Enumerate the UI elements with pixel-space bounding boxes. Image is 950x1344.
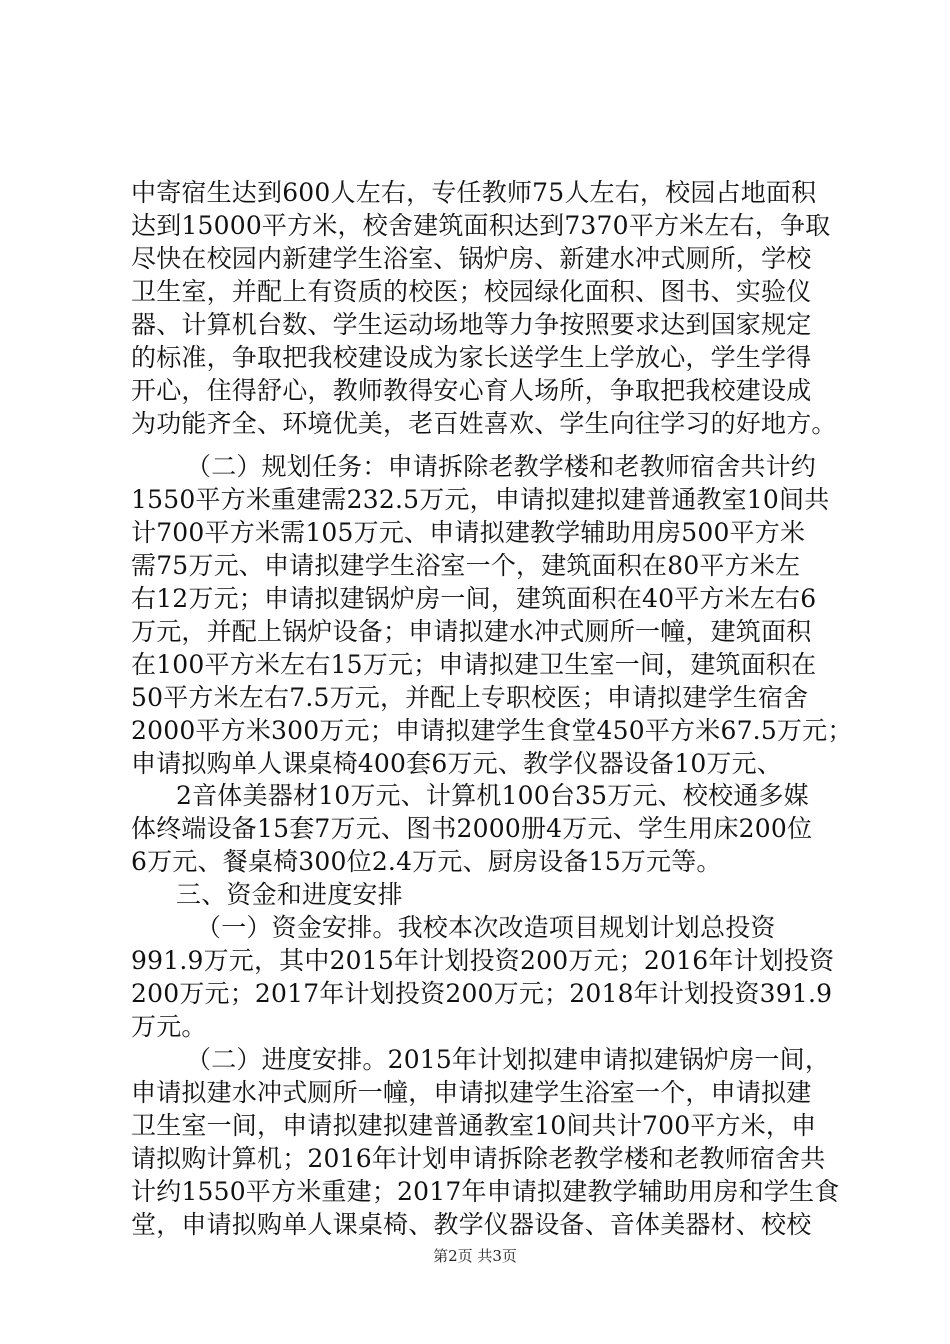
paragraph-5-line: 申请拟建水冲式厕所一幢，申请拟建学生浴室一个，申请拟建 [131,1078,812,1107]
paragraph-1-line: 卫生室，并配上有资质的校医；校园绿化面积、图书、实验仪 [131,277,812,306]
paragraph-2-line: 需75万元、申请拟建学生浴室一个，建筑面积在80平方米左 [131,551,801,580]
paragraph-2-line: 在100平方米左右15万元；申请拟建卫生室一间，建筑面积在 [131,650,817,679]
paragraph-2-line: （二）规划任务：申请拆除老教学楼和老教师宿舍共计约 [186,452,817,481]
paragraph-5-line: 卫生室一间，申请拟建拟建普通教室10间共计700平方米，申 [131,1111,817,1140]
paragraph-4-line: （一）资金安排。我校本次改造项目规划计划总投资 [196,913,776,942]
paragraph-1-line: 中寄宿生达到600人左右，专任教师75人左右，校园占地面积 [131,178,817,207]
paragraph-2-line: 50平方米左右7.5万元，并配上专职校医；申请拟建学生宿舍 [131,683,809,712]
paragraph-4-line: 200万元；2017年计划投资200万元；2018年计划投资391.9 [131,979,833,1008]
paragraph-3-line: 体终端设备15套7万元、图书2000册4万元、学生用床200位 [131,814,813,843]
paragraph-4-line: 991.9万元，其中2015年计划投资200万元；2016年计划投资 [131,946,835,975]
paragraph-1-line: 尽快在校园内新建学生浴室、锅炉房、新建水冲式厕所，学校 [131,244,812,273]
paragraph-2-line: 1550平方米重建需232.5万元，申请拟建拟建普通教室10间共 [131,485,830,514]
paragraph-4-line: 万元。 [131,1012,207,1041]
paragraph-5-line: 计约1550平方米重建；2017年申请拟建教学辅助用房和学生食 [131,1177,840,1206]
paragraph-1-line: 器、计算机台数、学生运动场地等力争按照要求达到国家规定 [131,310,812,339]
paragraph-2-line: 右12万元；申请拟建锅炉房一间，建筑面积在40平方米左右6 [131,584,817,613]
paragraph-1-line: 达到15000平方米，校舍建筑面积达到7370平方米左右，争取 [131,211,831,240]
paragraph-1-line: 的标准，争取把我校建设成为家长送学生上学放心，学生学得 [131,343,812,372]
paragraph-5-line: 请拟购计算机；2016年计划申请拆除老教学楼和老教师宿舍共 [131,1144,826,1173]
paragraph-3-line: 2音体美器材10万元、计算机100台35万元、校校通多媒 [176,781,809,810]
paragraph-5-line: （二）进度安排。2015年计划拟建申请拟建锅炉房一间， [186,1045,831,1074]
paragraph-2-line: 万元，并配上锅炉设备；申请拟建水冲式厕所一幢，建筑面积 [131,617,812,646]
paragraph-2-line: 计700平方米需105万元、申请拟建教学辅助用房500平方米 [131,518,806,547]
section-heading: 三、资金和进度安排 [176,880,403,909]
paragraph-2-line: 申请拟购单人课桌椅400套6万元、教学仪器设备10万元、 [131,749,783,778]
paragraph-5-line: 堂，申请拟购单人课桌椅、教学仪器设备、音体美器材、校校 [131,1210,812,1239]
paragraph-1-line: 开心，住得舒心，教师教得安心育人场所，争取把我校建设成 [131,376,812,405]
paragraph-1-line: 为功能齐全、环境优美，老百姓喜欢、学生向往学习的好地方。 [131,409,837,438]
paragraph-3-line: 6万元、餐桌椅300位2.4万元、厨房设备15万元等。 [131,847,722,876]
paragraph-2-line: 2000平方米300万元；申请拟建学生食堂450平方米67.5万元； [131,716,853,745]
page-footer: 第2页 共3页 [433,1247,517,1265]
